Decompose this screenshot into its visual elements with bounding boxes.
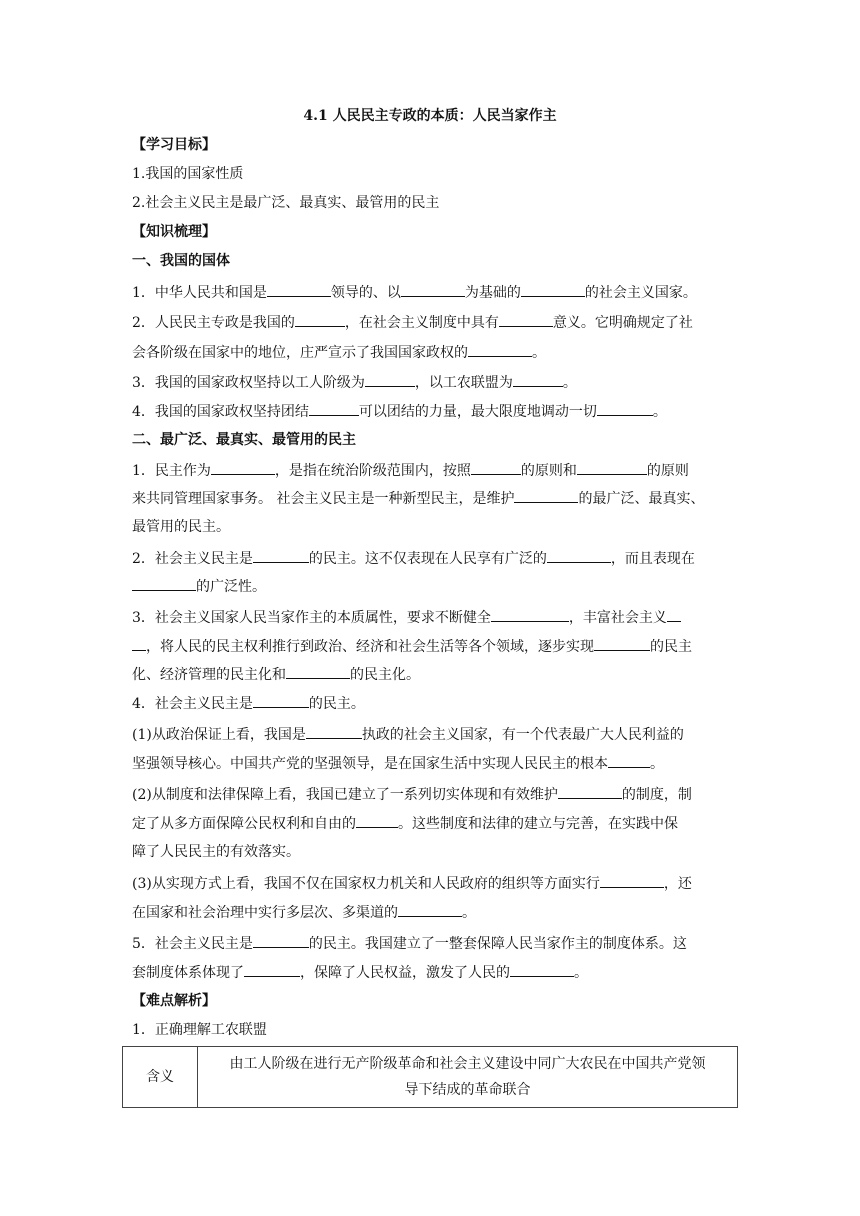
goal-2: 2.社会主义民主是最广泛、最真实、最管用的民主 [132, 195, 440, 211]
part1-heading: 一、我国的国体 [132, 253, 230, 269]
fill-blank [499, 313, 553, 327]
fill-blank [253, 694, 309, 708]
fill-blank [398, 903, 462, 917]
fill-blank [577, 461, 647, 475]
part2-item5-line1: 5．社会主义民主是 的民主。我国建立了一整套保障人民当家作主的制度体系。这 [132, 936, 687, 952]
part1-item2-line1: 2．人民民主专政是我国的 ，在社会主义制度中具有 意义。它明确规定了社 [132, 315, 693, 331]
fill-blank [667, 608, 681, 622]
table-value: 由工人阶级在进行无产阶级革命和社会主义建设中同广大农民在中国共产党领 导下结成的革命联合 [198, 1047, 738, 1108]
fill-blank [608, 754, 650, 768]
fill-blank [286, 665, 350, 679]
fill-blank [513, 373, 563, 387]
part2-item4-1-line1: (1)从政治保证上看，我国是 执政的社会主义国家，有一个代表最广大人民利益的 [132, 727, 684, 743]
fill-blank [356, 814, 398, 828]
part2-item5-line2: 套制度体系体现了 ，保障了人民权益，激发了人民的 。 [132, 965, 588, 981]
part2-item4-2-line1: (2)从制度和法律保障上看，我国已建立了一系列切实体现和有效维护 的制度，制 [132, 787, 692, 803]
part2-item1-line2: 来共同管理国家事务。 社会主义民主是一种新型民主，是维护 的最广泛、最真实、 [132, 491, 705, 507]
fill-blank [244, 963, 300, 977]
part2-item1-line3: 最管用的民主。 [132, 519, 230, 535]
fill-blank [267, 283, 331, 297]
part2-item2-line2: 的广泛性。 [132, 577, 266, 596]
part2-item4-3-line1: (3)从实现方式上看，我国不仅在国家权力机关和人民政府的组织等方面实行 ，还 [132, 876, 692, 892]
section-review: 【知识梳理】 [132, 224, 216, 240]
part1-item3: 3．我国的国家政权坚持以工人阶级为 ，以工农联盟为 。 [132, 375, 577, 391]
section-difficult: 【难点解析】 [132, 993, 216, 1009]
fill-blank [468, 343, 532, 357]
fill-blank [132, 577, 196, 591]
part2-item1-line1: 1．民主作为 ，是指在统治阶级范围内，按照 的原则和 的原则 [132, 463, 689, 479]
part2-item3-line3: 化、经济管理的民主化和 的民主化。 [132, 667, 420, 683]
part2-item3-line1: 3．社会主义国家人民当家作主的本质属性，要求不断健全 ，丰富社会主义 [132, 608, 681, 627]
fill-blank [401, 283, 465, 297]
fill-blank [306, 725, 362, 739]
section-goals: 【学习目标】 [132, 137, 216, 153]
fill-blank [600, 874, 664, 888]
fill-blank [558, 785, 622, 799]
table-key: 含义 [123, 1047, 198, 1108]
fill-blank [547, 549, 611, 563]
fill-blank [491, 608, 569, 622]
fill-blank [295, 313, 345, 327]
goal-1: 1.我国的国家性质 [132, 166, 244, 182]
fill-blank [253, 934, 309, 948]
fill-blank [132, 637, 146, 651]
part2-item3-line2: ，将人民的民主权利推行到政治、经济和社会生活等各个领域，逐步实现 的民主 [132, 637, 692, 656]
fill-blank [365, 373, 415, 387]
fill-blank [597, 402, 653, 416]
part2-item4-2-line3: 障了人民民主的有效落实。 [132, 844, 300, 860]
part2-item4-3-line2: 在国家和社会治理中实行多层次、多渠道的 。 [132, 905, 476, 921]
part2-item4-1-line2: 坚强领导核心。中国共产党的坚强领导，是在国家生活中实现人民民主的根本 。 [132, 756, 664, 772]
fill-blank [309, 402, 359, 416]
part1-item1: 1．中华人民共和国是 领导的、以 为基础的 的社会主义国家。 [132, 285, 697, 301]
fill-blank [594, 637, 650, 651]
part2-item2-line1: 2．社会主义民主是 的民主。这不仅表现在人民享有广泛的 ，而且表现在 [132, 551, 695, 567]
fill-blank [211, 461, 275, 475]
part2-heading: 二、最广泛、最真实、最管用的民主 [132, 432, 356, 448]
fill-blank [510, 963, 574, 977]
table-row [123, 1047, 738, 1108]
page-title: 4.1 人民民主专政的本质：人民当家作主 [303, 108, 557, 124]
fill-blank [514, 489, 578, 503]
alliance-table [122, 1046, 738, 1108]
fill-blank [521, 283, 585, 297]
part1-item4: 4．我国的国家政权坚持团结 可以团结的力量，最大限度地调动一切 。 [132, 404, 667, 420]
fill-blank [253, 549, 309, 563]
part2-item4-2-line2: 定了从多方面保障公民权利和自由的 。这些制度和法律的建立与完善，在实践中保 [132, 816, 678, 832]
fill-blank [471, 461, 521, 475]
part1-item2-line2: 会各阶级在国家中的地位，庄严宣示了我国国家政权的 。 [132, 345, 546, 361]
part3-item1: 1．正确理解工农联盟 [132, 1022, 267, 1038]
part2-item4: 4．社会主义民主是 的民主。 [132, 696, 365, 712]
